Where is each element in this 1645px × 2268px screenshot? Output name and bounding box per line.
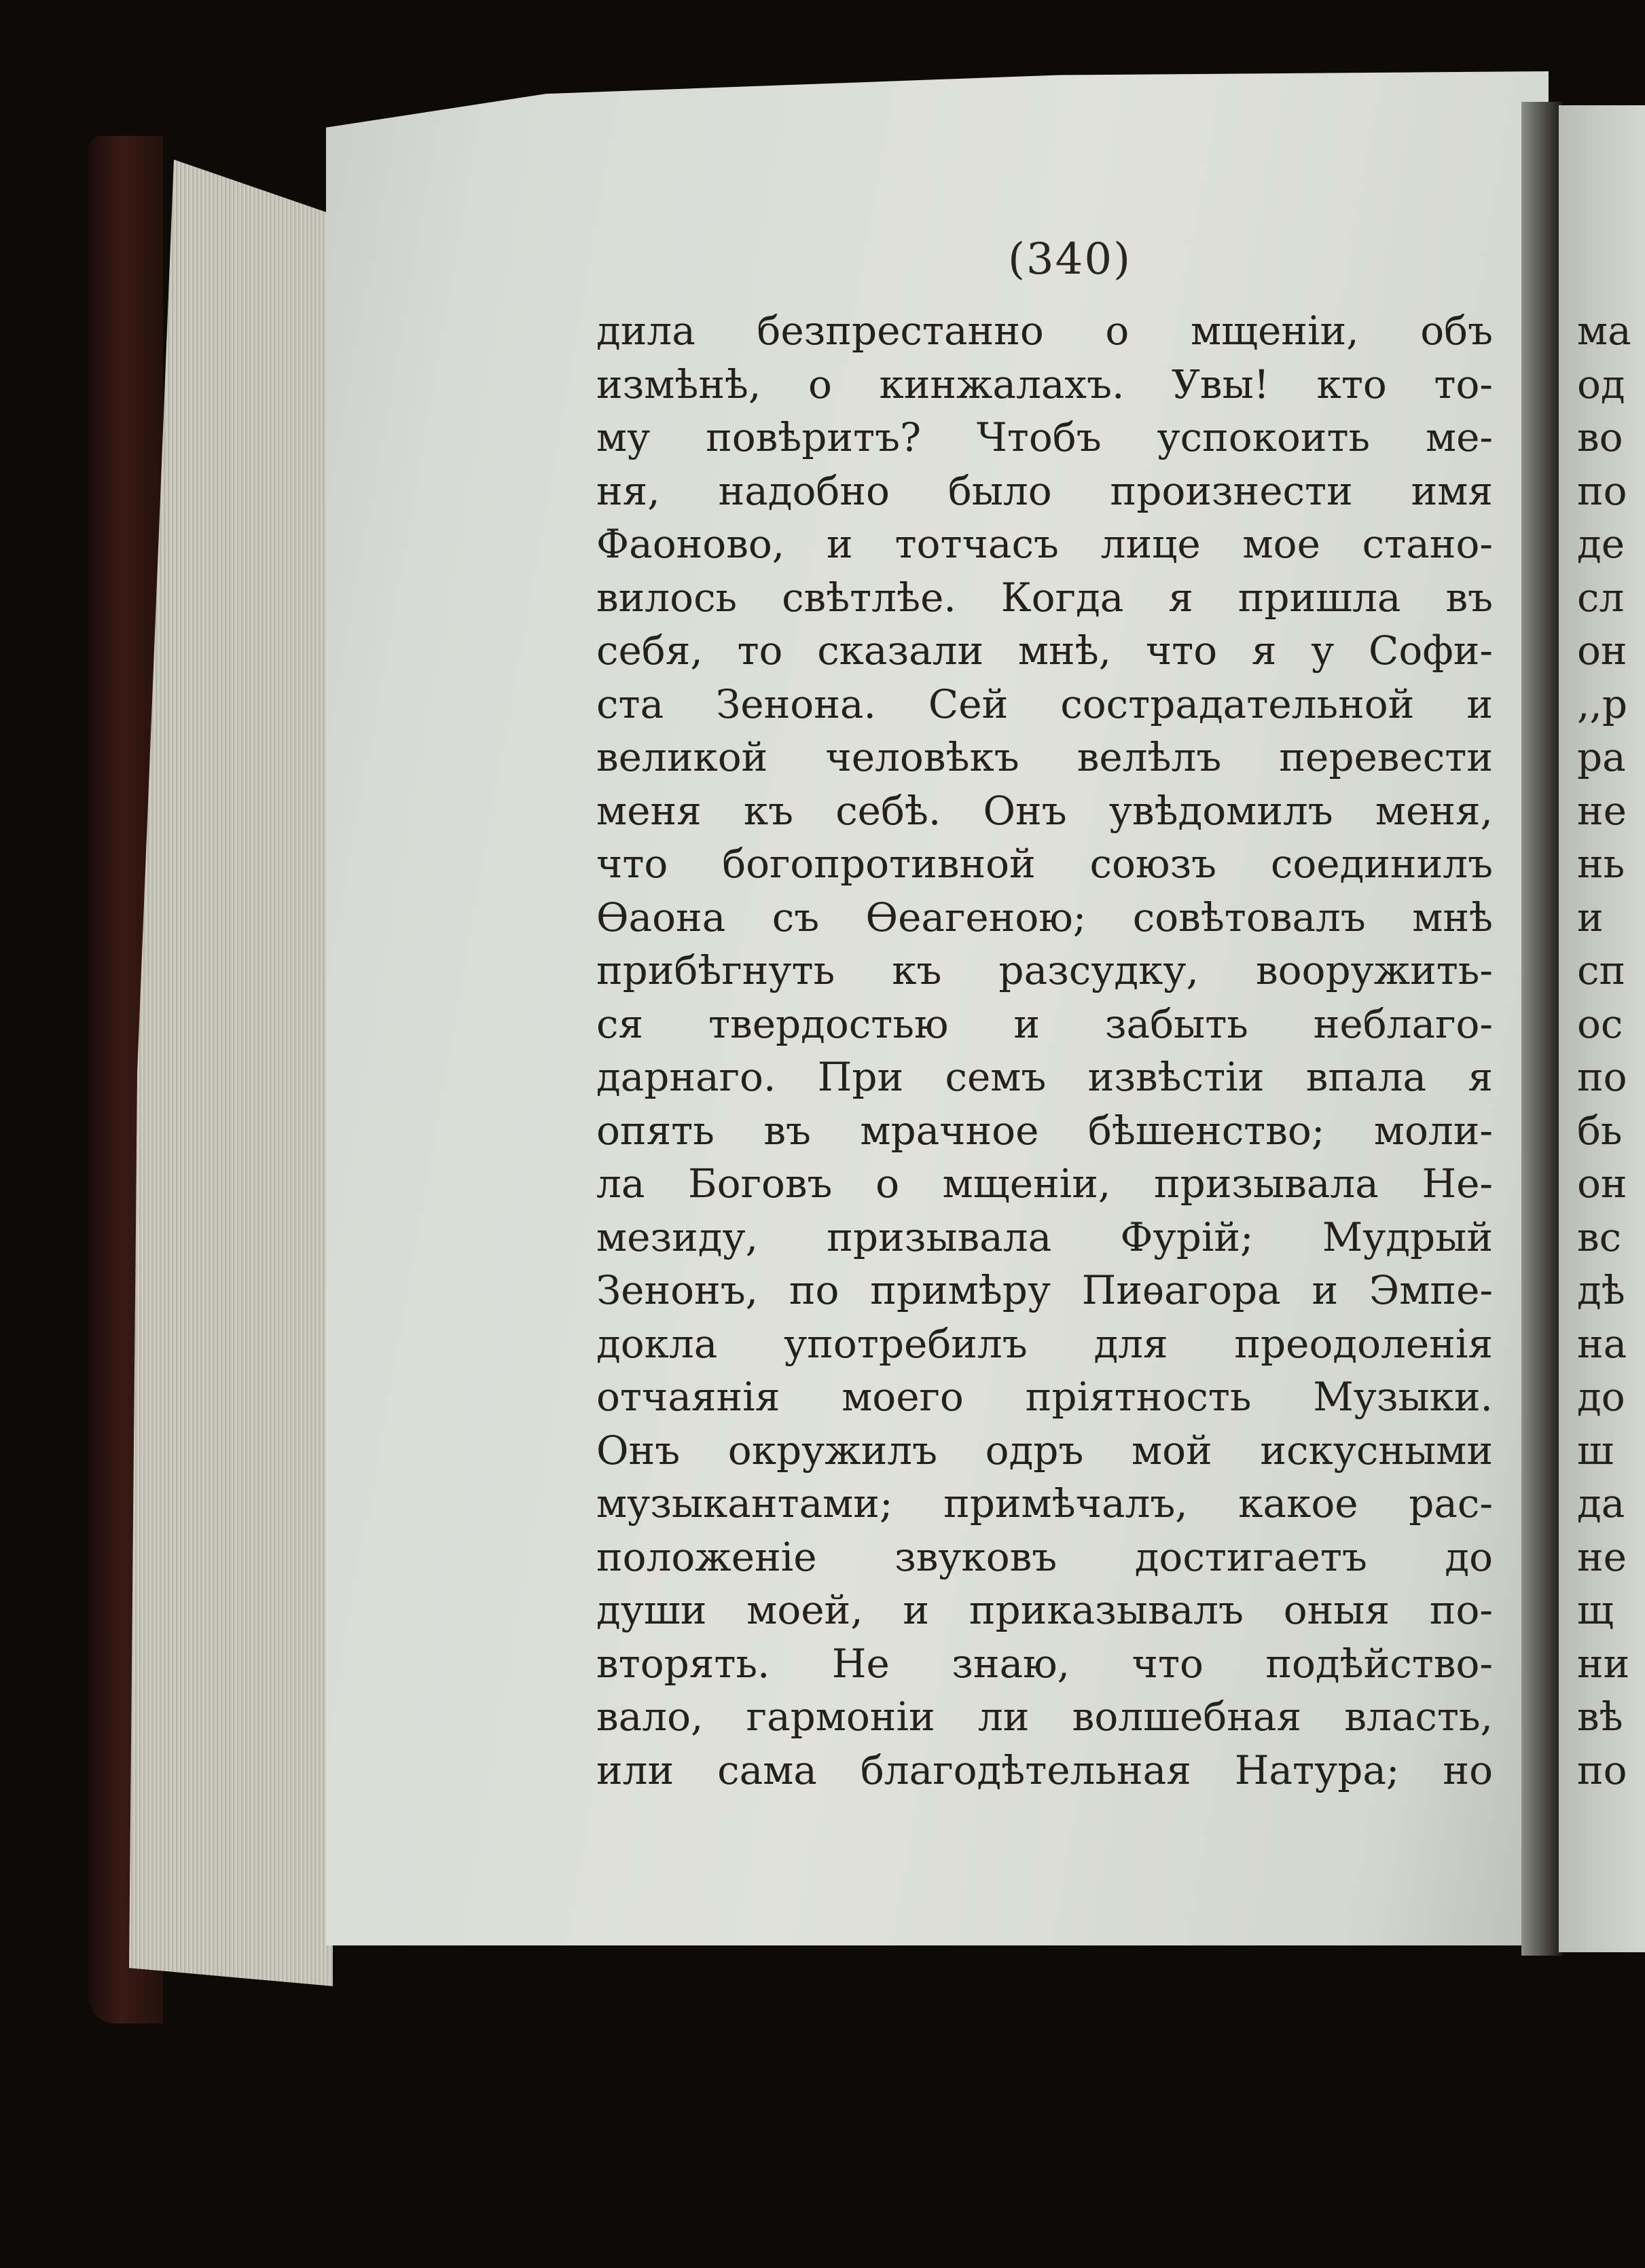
facing-line-fragment: он xyxy=(1577,627,1627,674)
text-line: дила безпрестанно о мщеніи, объ xyxy=(596,308,1493,354)
text-line: му повѣритъ? Чтобъ успокоить ме- xyxy=(596,414,1493,460)
facing-line-fragment: ма xyxy=(1577,308,1631,354)
facing-line-fragment: ра xyxy=(1577,734,1626,780)
text-line: Зенонъ, по примѣру Пиѳагора и Эмпе- xyxy=(596,1267,1493,1313)
text-line: дарнаго. При семъ извѣстіи впала я xyxy=(596,1054,1493,1100)
text-line: измѣнѣ, о кинжалахъ. Увы! кто то- xyxy=(596,361,1493,407)
facing-line-fragment: бь xyxy=(1577,1107,1623,1154)
facing-line-fragment: да xyxy=(1577,1480,1625,1526)
text-line: ся твердостью и забыть неблаго- xyxy=(596,1000,1493,1047)
text-line: вилось свѣтлѣе. Когда я пришла въ xyxy=(596,574,1493,621)
facing-line-fragment: щ xyxy=(1577,1587,1614,1633)
text-line: Онъ окружилъ одръ мой искусными xyxy=(596,1427,1493,1474)
facing-line-fragment: до xyxy=(1577,1374,1625,1420)
text-line: ла Боговъ о мщеніи, призывала Не- xyxy=(596,1160,1493,1207)
facing-line-fragment: од xyxy=(1577,361,1625,407)
facing-line-fragment: ос xyxy=(1577,1000,1623,1047)
facing-line-fragment: ш xyxy=(1577,1427,1614,1474)
facing-line-fragment: и xyxy=(1577,894,1604,940)
text-line: Ѳаона съ Ѳеагеною; совѣтовалъ мнѣ xyxy=(596,894,1493,940)
text-line: что богопротивной союзъ соединилъ xyxy=(596,841,1493,887)
facing-line-fragment: не xyxy=(1577,787,1627,834)
text-line: Фаоново, и тотчасъ лице мое стано- xyxy=(596,521,1493,567)
facing-line-fragment: ,,р xyxy=(1577,680,1628,727)
text-line: ста Зенона. Сей сострадательной и xyxy=(596,680,1493,727)
text-line: себя, то сказали мнѣ, что я у Софи- xyxy=(596,627,1493,674)
text-line: докла употребилъ для преодоленія xyxy=(596,1320,1493,1367)
facing-line-fragment: сл xyxy=(1577,574,1625,621)
facing-line-fragment: он xyxy=(1577,1160,1627,1207)
facing-line-fragment: нь xyxy=(1577,841,1625,887)
facing-line-fragment: ни xyxy=(1577,1640,1630,1687)
facing-line-fragment: вѣ xyxy=(1577,1694,1623,1740)
text-line: или сама благодѣтельная Натура; но xyxy=(596,1746,1493,1793)
book-gutter xyxy=(1521,102,1562,1956)
facing-line-fragment: вс xyxy=(1577,1213,1622,1260)
text-line: отчаянія моего пріятность Музыки. xyxy=(596,1374,1493,1420)
facing-line-fragment: по xyxy=(1577,1054,1627,1100)
page-text xyxy=(596,304,1493,1797)
facing-line-fragment: по xyxy=(1577,1746,1627,1793)
text-line: прибѣгнуть къ разсудку, вооружить- xyxy=(596,947,1493,993)
page-number: (340) xyxy=(1007,234,1132,285)
facing-line-fragment: на xyxy=(1577,1320,1627,1367)
text-line: вало, гармоніи ли волшебная власть, xyxy=(596,1694,1493,1740)
text-line: музыкантами; примѣчалъ, какое рас- xyxy=(596,1480,1493,1526)
facing-line-fragment: по xyxy=(1577,467,1627,514)
text-line: опять въ мрачное бѣшенство; моли- xyxy=(596,1107,1493,1154)
text-line: души моей, и приказывалъ оныя по- xyxy=(596,1587,1493,1633)
facing-line-fragment: не xyxy=(1577,1533,1627,1580)
text-line: мезиду, призывала Фурій; Мудрый xyxy=(596,1213,1493,1260)
facing-line-fragment: де xyxy=(1577,521,1625,567)
text-line: положеніе звуковъ достигаетъ до xyxy=(596,1533,1493,1580)
facing-line-fragment: сп xyxy=(1577,947,1626,993)
text-line: вторять. Не знаю, что подѣйство- xyxy=(596,1640,1493,1687)
text-line: меня къ себѣ. Онъ увѣдомилъ меня, xyxy=(596,787,1493,834)
text-line: великой человѣкъ велѣлъ перевести xyxy=(596,734,1493,780)
facing-line-fragment: дѣ xyxy=(1577,1267,1625,1313)
facing-page-text xyxy=(1577,304,1645,1797)
facing-line-fragment: во xyxy=(1577,414,1623,460)
text-line: ня, надобно было произнести имя xyxy=(596,467,1493,514)
